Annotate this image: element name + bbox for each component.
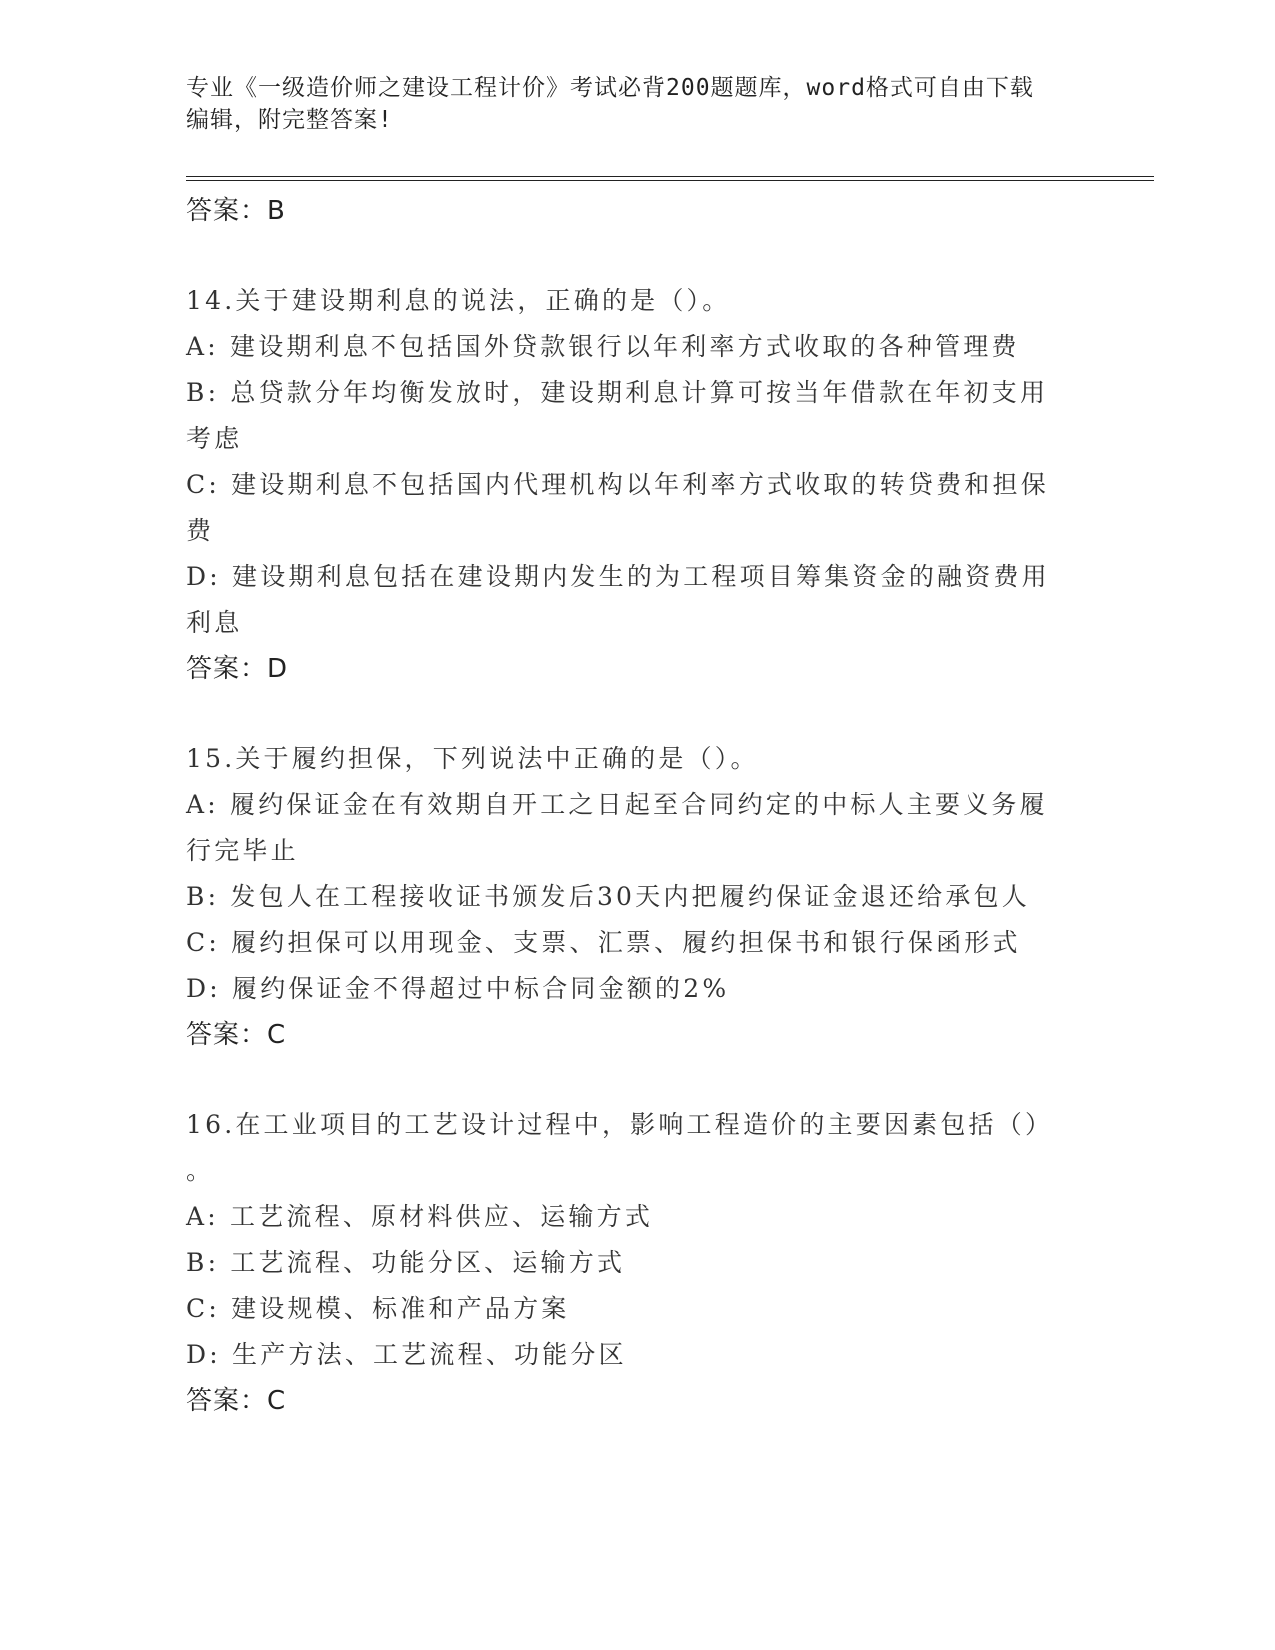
- option-c: C: 建设期利息不包括国内代理机构以年利率方式收取的转贷费和担保: [186, 470, 1049, 499]
- answer: 答案：C: [186, 1020, 287, 1050]
- option-d: D: 生产方法、工艺流程、功能分区: [186, 1340, 627, 1369]
- question-stem: 15.关于履约担保，下列说法中正确的是（）。: [186, 744, 759, 773]
- option-d: D: 履约保证金不得超过中标合同金额的2%: [186, 974, 730, 1003]
- option-a-continued: 行完毕止: [186, 836, 299, 865]
- header-line-1: 专业《一级造价师之建设工程计价》考试必背200题题库，word格式可自由下载: [186, 75, 1034, 101]
- option-b-continued: 考虑: [186, 424, 243, 453]
- option-d-continued: 利息: [186, 608, 243, 637]
- spacer: [186, 692, 1086, 736]
- header-line-2: 编辑，附完整答案!: [186, 107, 393, 133]
- previous-answer: 答案：B: [186, 196, 286, 226]
- question-16: [186, 1102, 1086, 1424]
- option-c: C: 履约担保可以用现金、支票、汇票、履约担保书和银行保函形式: [186, 928, 1021, 957]
- option-b: B: 发包人在工程接收证书颁发后30天内把履约保证金退还给承包人: [186, 882, 1030, 911]
- option-b: B: 工艺流程、功能分区、运输方式: [186, 1248, 626, 1277]
- spacer: [186, 1058, 1086, 1102]
- question-stem: 16.在工业项目的工艺设计过程中，影响工程造价的主要因素包括（）: [186, 1110, 1054, 1139]
- question-stem: 14.关于建设期利息的说法，正确的是（）。: [186, 286, 731, 315]
- question-14: [186, 278, 1086, 692]
- question-list: [186, 188, 1086, 1424]
- header-double-rule: [186, 176, 1154, 181]
- option-c: C: 建设规模、标准和产品方案: [186, 1294, 570, 1323]
- spacer: [186, 234, 1086, 278]
- question-stem-continued: 。: [186, 1156, 215, 1185]
- answer: 答案：D: [186, 654, 289, 684]
- option-a: A: 工艺流程、原材料供应、运输方式: [186, 1202, 654, 1231]
- option-b: B: 总贷款分年均衡发放时，建设期利息计算可按当年借款在年初支用: [186, 378, 1049, 407]
- question-15: [186, 736, 1086, 1058]
- answer: 答案：C: [186, 1386, 287, 1416]
- document-header: [186, 72, 1066, 136]
- option-c-continued: 费: [186, 516, 215, 545]
- option-a: A: 履约保证金在有效期自开工之日起至合同约定的中标人主要义务履: [186, 790, 1048, 819]
- option-d: D: 建设期利息包括在建设期内发生的为工程项目筹集资金的融资费用: [186, 562, 1050, 591]
- option-a: A: 建设期利息不包括国外贷款银行以年利率方式收取的各种管理费: [186, 332, 1020, 361]
